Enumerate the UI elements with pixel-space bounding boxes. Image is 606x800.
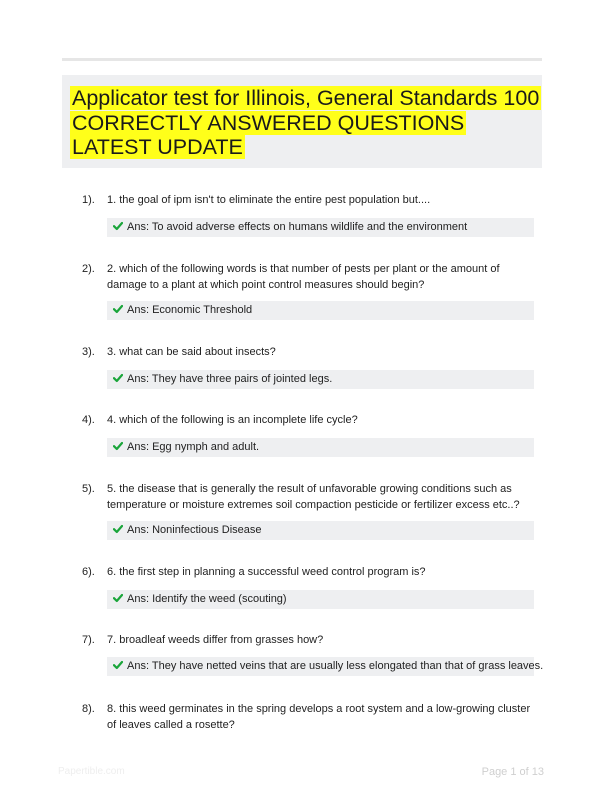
answer-text: Ans: Identify the weed (scouting) <box>127 593 287 605</box>
top-divider <box>62 58 542 61</box>
answer-box <box>107 521 534 540</box>
answer-box <box>107 657 544 676</box>
question-number: 4). <box>82 414 95 426</box>
question-text: 5. the disease that is generally the result of unfavorable growing conditions such as temperature or moisture extremes soil compaction pesticide or fertilizer excess etc..? <box>107 483 520 511</box>
answer-box <box>107 590 534 609</box>
question-text: 4. which of the following is an incomplete life cycle? <box>107 414 358 426</box>
answer-text: Ans: Egg nymph and adult. <box>127 441 260 453</box>
question-number: 3). <box>82 346 95 358</box>
footer-watermark: Papertible.com <box>58 766 125 777</box>
page-indicator: Page 1 of 13 <box>481 766 544 778</box>
question-text: 3. what can be said about insects? <box>107 346 276 358</box>
answer-text: Ans: To avoid adverse effects on humans wildlife and the environment <box>127 221 468 233</box>
question-number: 8). <box>82 703 95 715</box>
answer-text: Ans: They have three pairs of jointed legs. <box>127 373 333 385</box>
check-icon <box>113 221 123 231</box>
answer-box <box>107 218 534 237</box>
check-icon <box>113 660 123 670</box>
question-text: 8. this weed germinates in the spring develops a root system and a low-growing cluster of leaves called a rosette? <box>107 703 531 731</box>
question-text: 1. the goal of ipm isn't to eliminate the entire pest population but.... <box>107 194 431 206</box>
check-icon <box>113 441 123 451</box>
answer-box <box>107 301 534 320</box>
document-title-text: Applicator test for Illinois, General Standards 100 CORRECTLY ANSWERED QUESTIONS LATEST UPDATE <box>72 86 540 159</box>
answer-text: Ans: Noninfectious Disease <box>127 524 262 536</box>
question-number: 6). <box>82 566 95 578</box>
question-text: 7. broadleaf weeds differ from grasses how? <box>107 634 324 646</box>
answer-text: Ans: Economic Threshold <box>127 304 253 316</box>
question-text: 6. the first step in planning a successful weed control program is? <box>107 566 426 578</box>
question-number: 2). <box>82 263 95 275</box>
check-icon <box>113 304 123 314</box>
check-icon <box>113 524 123 534</box>
check-icon <box>113 593 123 603</box>
question-number: 5). <box>82 483 95 495</box>
question-text: 2. which of the following words is that number of pests per plant or the amount of damage to a plant at which point control measures should begin? <box>107 263 500 291</box>
check-icon <box>113 373 123 383</box>
answer-box <box>107 438 534 457</box>
question-number: 7). <box>82 634 95 646</box>
answer-text: Ans: They have netted veins that are usually less elongated than that of grass leaves. <box>127 660 544 672</box>
document-title <box>70 86 540 160</box>
question-number: 1). <box>82 194 95 206</box>
answer-box <box>107 370 534 389</box>
